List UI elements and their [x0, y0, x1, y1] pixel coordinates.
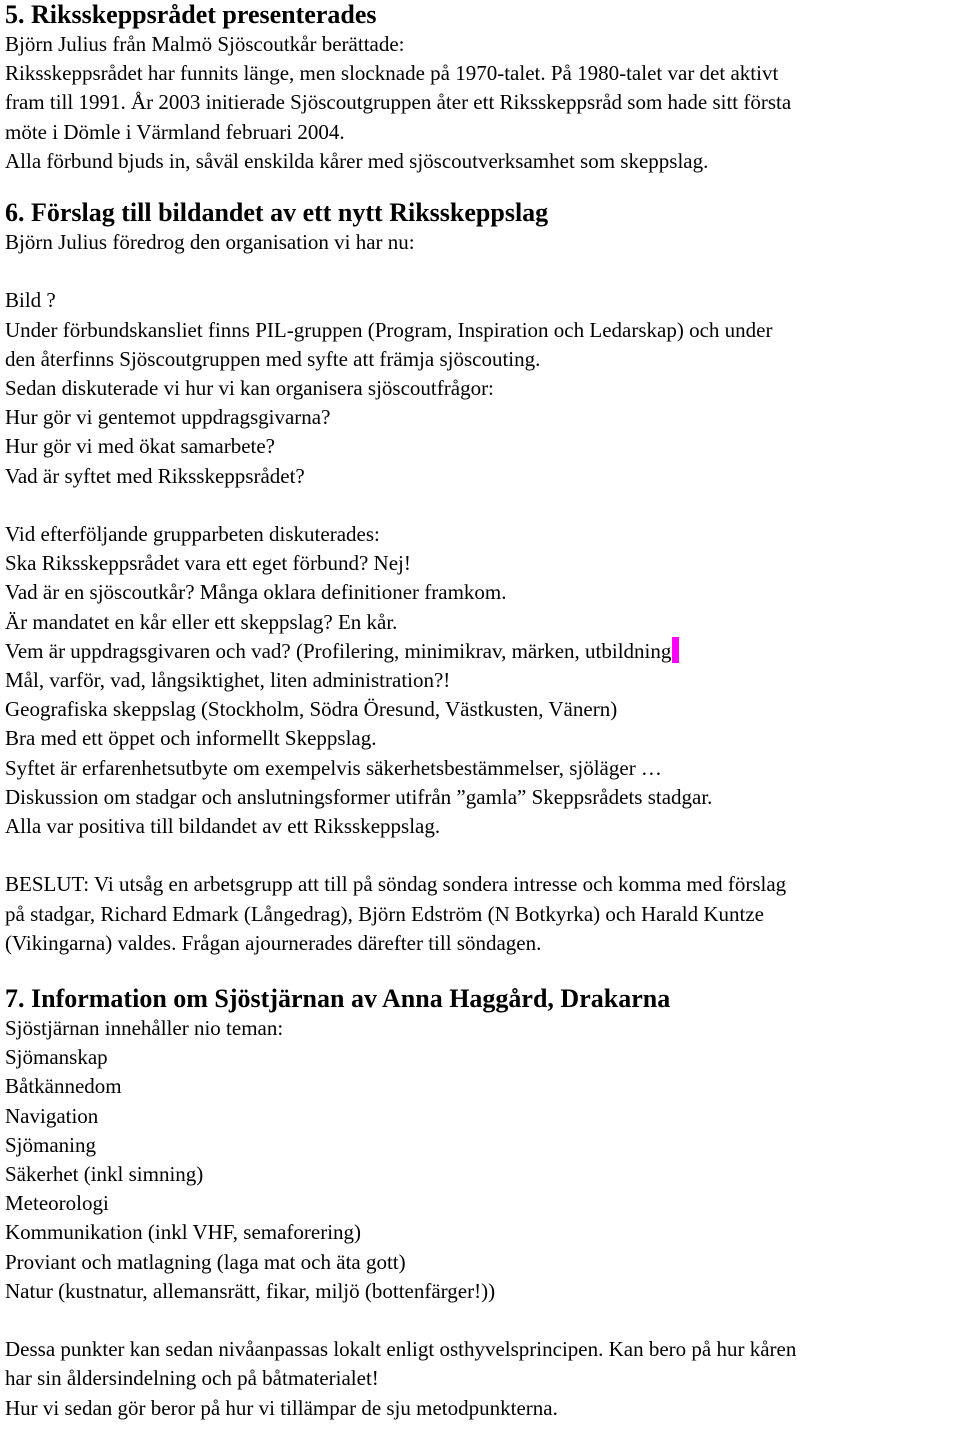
text-line: Vid efterföljande grupparbeten diskuterades: — [5, 522, 380, 547]
text-line: på stadgar, Richard Edmark (Långedrag), Björn Edström (N Botkyrka) och Harald Kuntze — [5, 901, 764, 926]
section-6-decision — [5, 870, 955, 958]
highlight-marker — [672, 637, 679, 663]
section-6-groupwork — [5, 520, 955, 841]
text-line: Hur vi sedan gör beror på hur vi tillämpar de sju metodpunkterna. — [5, 1395, 558, 1420]
list-item: Säkerhet (inkl simning) — [5, 1162, 204, 1187]
list-item: Meteorologi — [5, 1191, 109, 1216]
text-line: Dessa punkter kan sedan nivåanpassas lokalt enligt osthyvelsprincipen. Kan bero på hur kåren — [5, 1337, 797, 1362]
list-item: Båtkännedom — [5, 1074, 122, 1099]
text-line: den återfinns Sjöscoutgruppen med syfte att främja sjöscouting. — [5, 346, 541, 371]
section-7-closing — [5, 1335, 955, 1423]
text-line: Ska Riksskeppsrådet vara ett eget förbund? Nej! — [5, 551, 411, 576]
text-line: Alla förbund bjuds in, såväl enskilda kårer med sjöscoutverksamhet som skeppslag. — [5, 148, 709, 173]
section-6-organisation — [5, 286, 955, 490]
text-line: Sedan diskuterade vi hur vi kan organisera sjöscoutfrågor: — [5, 376, 494, 401]
list-item: Kommunikation (inkl VHF, semaforering) — [5, 1220, 362, 1245]
text-line: (Vikingarna) valdes. Frågan ajournerades därefter till söndagen. — [5, 930, 542, 955]
text-line: Syftet är erfarenhetsutbyte om exempelvis säkerhetsbestämmelser, sjöläger … — [5, 755, 662, 780]
list-item: Natur (kustnatur, allemansrätt, fikar, miljö (bottenfärger!)) — [5, 1278, 496, 1303]
text-line: Vem är uppdragsgivaren och vad? (Profilering, minimikrav, märken, utbildning — [5, 638, 672, 663]
text-line: BESLUT: Vi utsåg en arbetsgrupp att till på söndag sondera intresse och komma med förslag — [5, 872, 787, 897]
text-line: Mål, varför, vad, långsiktighet, liten administration?! — [5, 668, 451, 693]
section-5-heading: 5. Riksskeppsrådet presenterades — [5, 0, 377, 29]
text-line: Vad är syftet med Riksskeppsrådet? — [5, 463, 305, 488]
list-item: Sjömanskap — [5, 1045, 108, 1070]
text-line: Alla var positiva till bildandet av ett Riksskeppslag. — [5, 814, 441, 839]
text-line: Är mandatet en kår eller ett skeppslag? En kår. — [5, 609, 398, 634]
text-line: möte i Dömle i Värmland februari 2004. — [5, 119, 345, 144]
text-line: Hur gör vi med ökat samarbete? — [5, 434, 275, 459]
list-item: Proviant och matlagning (laga mat och äta gott) — [5, 1249, 406, 1274]
text-line: har sin åldersindelning och på båtmaterialet! — [5, 1366, 379, 1391]
section-7-heading: 7. Information om Sjöstjärnan av Anna Haggård, Drakarna — [5, 984, 671, 1014]
text-line: Geografiska skeppslag (Stockholm, Södra Öresund, Västkusten, Vänern) — [5, 697, 618, 722]
text-line: Björn Julius från Malmö Sjöscoutkår berättade: — [5, 32, 405, 56]
text-line: Vad är en sjöscoutkår? Många oklara definitioner framkom. — [5, 580, 507, 605]
themes-list — [5, 1043, 955, 1306]
text-line-with-marker — [5, 637, 955, 666]
section-6-heading: 6. Förslag till bildandet av ett nytt Riksskeppslag — [5, 198, 549, 228]
text-line: Under förbundskansliet finns PIL-gruppen (Program, Inspiration och Ledarskap) och under — [5, 317, 773, 342]
text-line: Hur gör vi gentemot uppdragsgivarna? — [5, 405, 331, 430]
text-line: Diskussion om stadgar och anslutningsformer utifrån ”gamla” Skeppsrådets stadgar. — [5, 784, 713, 809]
text-line: Bild ? — [5, 288, 56, 313]
text-line: fram till 1991. År 2003 initierade Sjöscoutgruppen åter ett Riksskeppsråd som hade sitt första — [5, 90, 792, 115]
text-line: Bra med ett öppet och informellt Skeppslag. — [5, 726, 377, 751]
list-item: Sjömaning — [5, 1132, 97, 1157]
list-item: Navigation — [5, 1103, 99, 1128]
document-page — [5, 0, 955, 1423]
text-line: Riksskeppsrådet har funnits länge, men slocknade på 1970-talet. På 1980-talet var det aktivt — [5, 61, 779, 86]
section-6-intro: Björn Julius föredrog den organisation vi har nu: — [5, 230, 415, 255]
section-5-body — [5, 30, 955, 176]
section-7-intro: Sjöstjärnan innehåller nio teman: — [5, 1016, 284, 1041]
